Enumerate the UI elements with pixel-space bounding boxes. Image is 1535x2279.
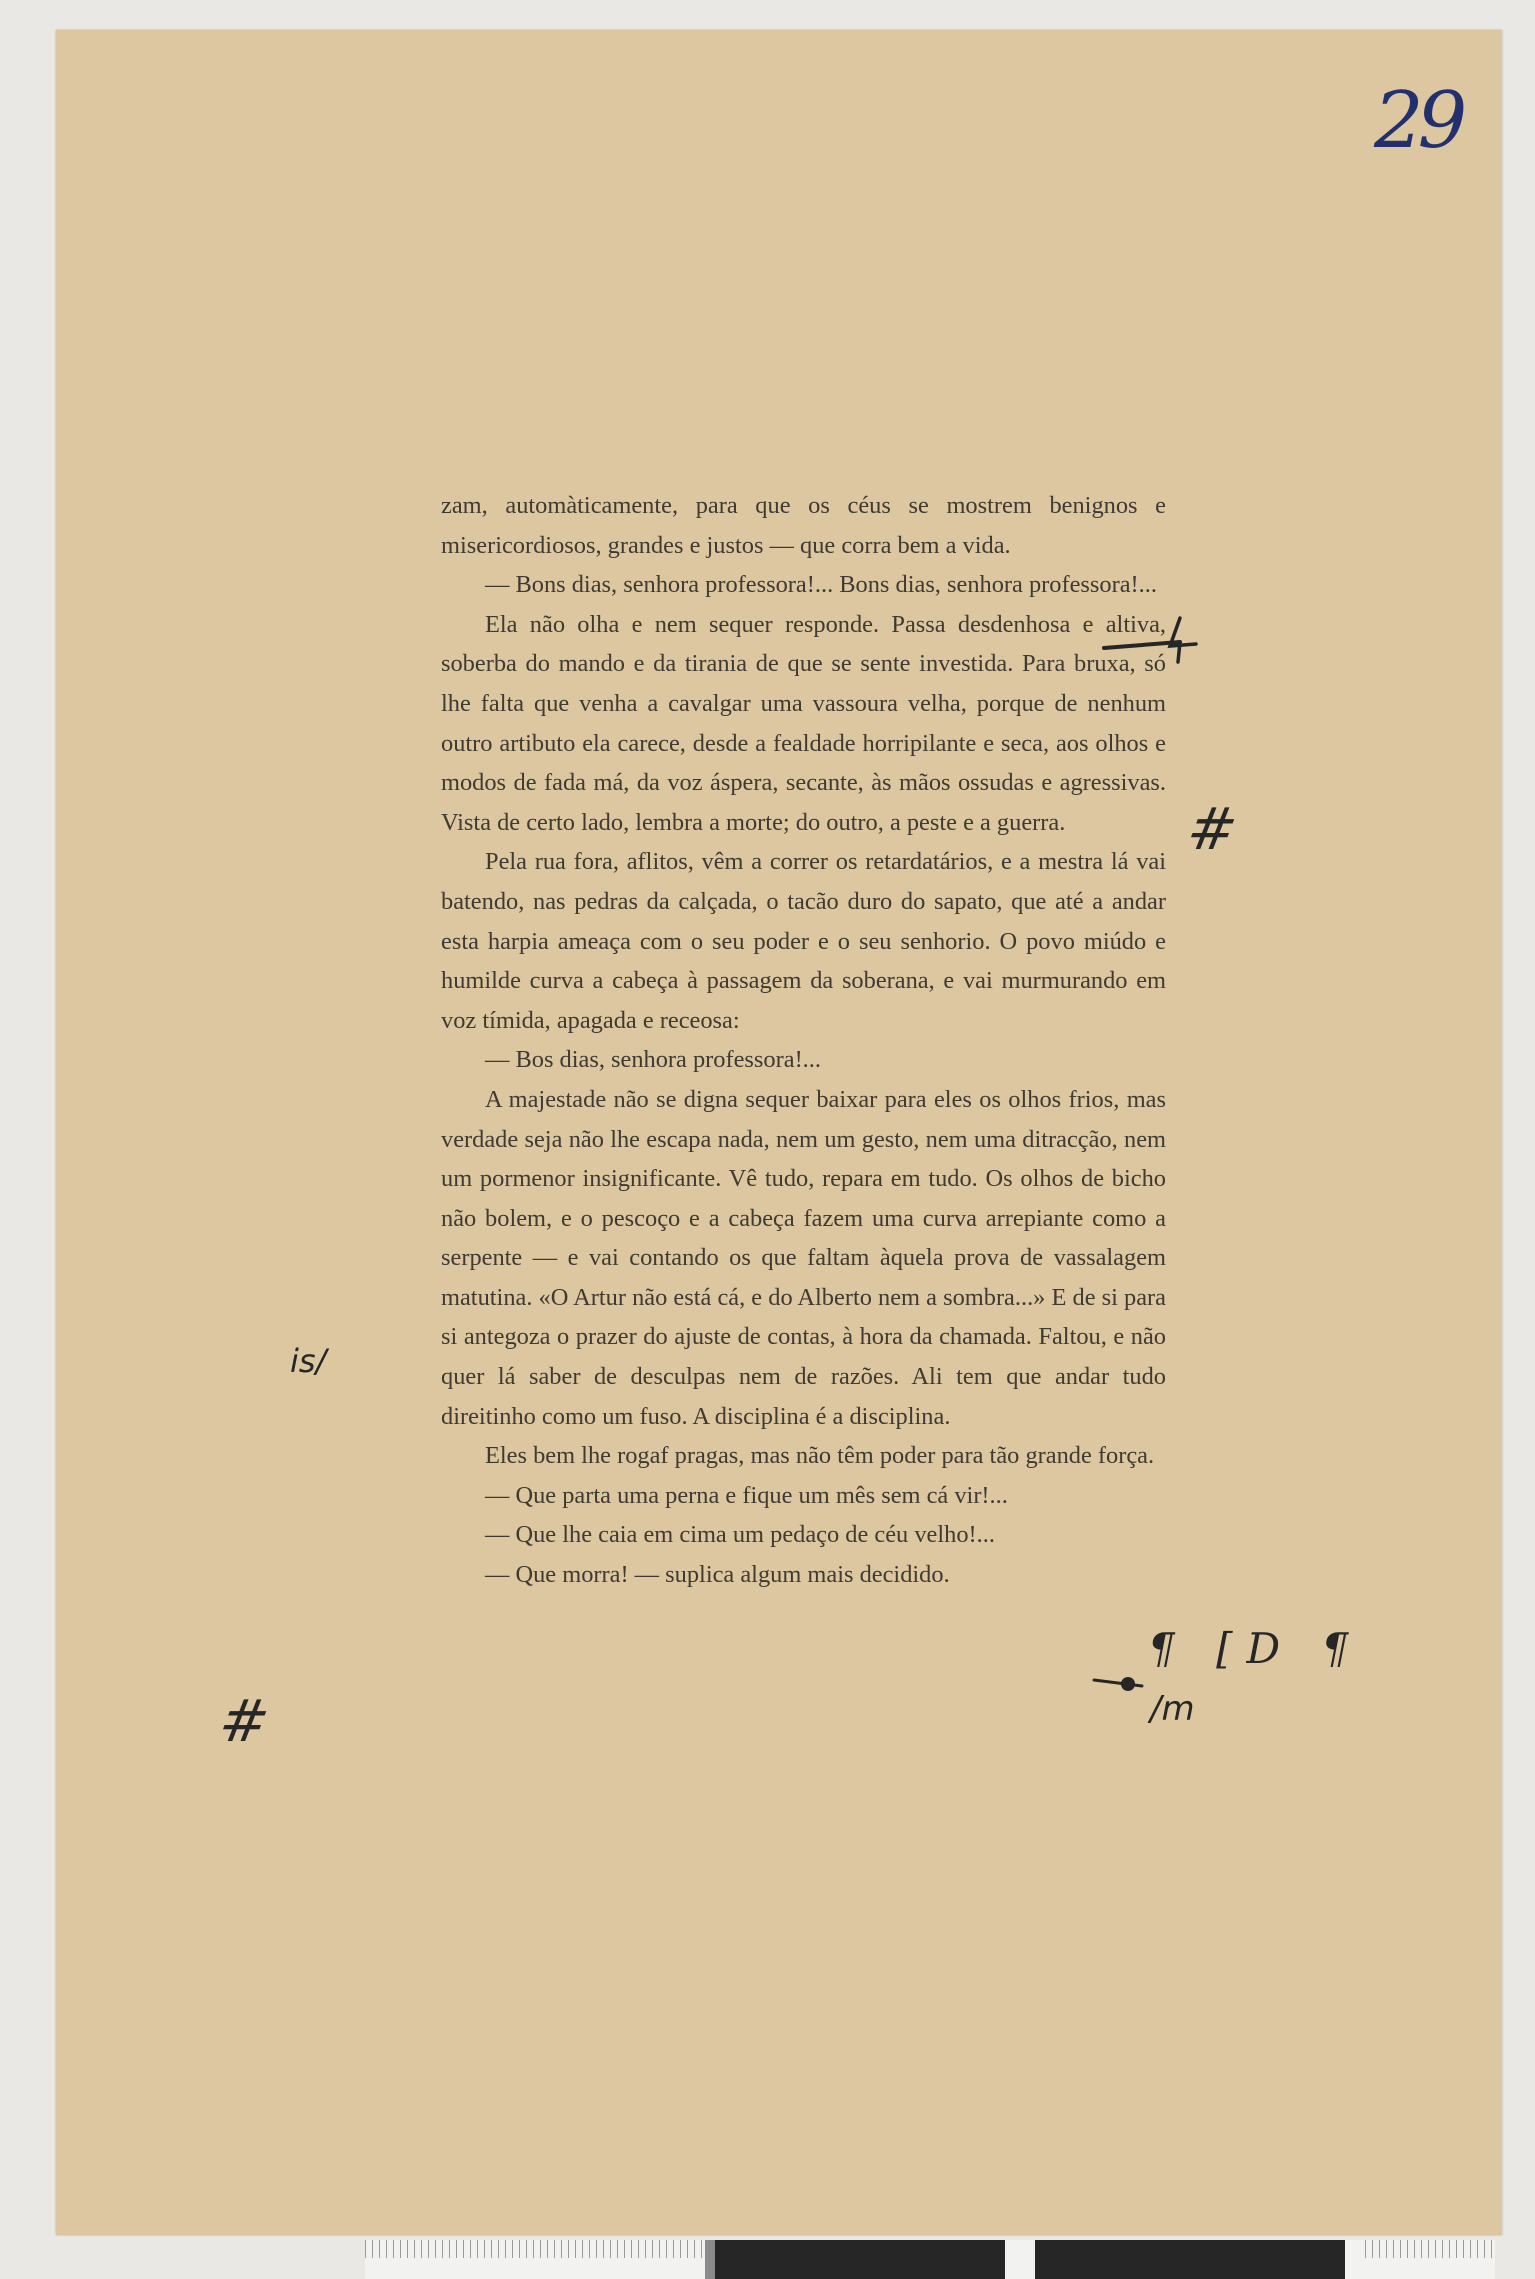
body-text — [441, 486, 1166, 1595]
paragraph-4: Pela rua fora, aflitos, vêm a correr os retardatários, e a mestra lá vai batendo, nas pedras da calçada, o tacão duro do sapato, que até a andar esta harpia ameaça com o seu poder e o seu senhorio. O povo miúdo e humilde curva a cabeça à passagem da soberana, e vai murmurando em voz tímida, apagada e receosa: — [441, 848, 1166, 1034]
calibration-ruler — [365, 2240, 1495, 2279]
paragraph-6: A majestade não se digna sequer baixar para eles os olhos frios, mas verdade seja não lhe escapa nada, nem um gesto, nem uma ditracção, nem um pormenor insignificante. Vê tudo, repara em tudo. Os olhos de bicho não bolem, e o pescoço e a cabeça fazem uma curva arrepiante como a serpente — e vai contando os que faltam àquela prova de vassalagem matutina. «O Artur não está cá, e do Alberto nem a sombra...» E de si para si antegoza o prazer do ajuste de contas, à hora da chamada. Faltou, e não quer lá saber de desculpas nem de razões. Ali tem que andar tudo direitinho como um fuso. A disciplina é a disciplina. — [441, 1085, 1166, 1430]
ruler-black-block-2 — [1035, 2240, 1345, 2279]
ruler-black-block-1 — [715, 2240, 1005, 2279]
ruler-gray-segment — [705, 2240, 715, 2279]
paragraph-1: zam, automàticamente, para que os céus se mostrem benignos e misericordiosos, grandes e justos — que corra bem a vida. — [441, 492, 1166, 559]
manuscript-page — [56, 30, 1502, 2235]
line-connector-mark — [1090, 1664, 1150, 1694]
ruler-ticks-right — [1365, 2240, 1495, 2258]
paragraph-3: Ela não olha e nem sequer responde. Passa desdenhosa e altiva, soberba do mando e da tirania de que se sente investida. Para bruxa, só lhe falta que venha a cavalgar uma vassoura velha, porque de nenhum outro artibuto ela carece, desde a fealdade horripilante e seca, aos olhos e modos de fada má, da voz áspera, secante, às mãos ossudas e agressivas. Vista de certo lado, lembra a morte; do outro, a peste e a guerra. — [441, 610, 1166, 836]
insert-arrow-mark — [1100, 612, 1210, 664]
page-number: 29 — [1374, 76, 1462, 166]
margin-note-right-bottom: /m — [1150, 1689, 1195, 1729]
ruler-ticks-left — [365, 2240, 705, 2258]
paragraph-7: Eles bem lhe rogaf pragas, mas não têm poder para tão grande força. — [485, 1442, 1155, 1470]
hash-mark-left: # — [215, 1687, 274, 1755]
paragraph-10: — Que morra! — suplica algum mais decidido. — [485, 1561, 950, 1589]
paragraph-9: — Que lhe caia em cima um pedaço de céu velho!... — [485, 1521, 995, 1549]
margin-note-left: is/ — [290, 1342, 327, 1380]
paragraph-2: — Bons dias, senhora professora!... Bons dias, senhora professora!... — [485, 571, 1157, 599]
paragraph-8: — Que parta uma perna e fique um mês sem cá vir!... — [485, 1481, 1008, 1509]
margin-note-right-top: ¶ [D ¶ — [1148, 1624, 1363, 1673]
paragraph-5: — Bos dias, senhora professora!... — [485, 1046, 821, 1074]
hash-mark-right: # — [1183, 795, 1242, 863]
